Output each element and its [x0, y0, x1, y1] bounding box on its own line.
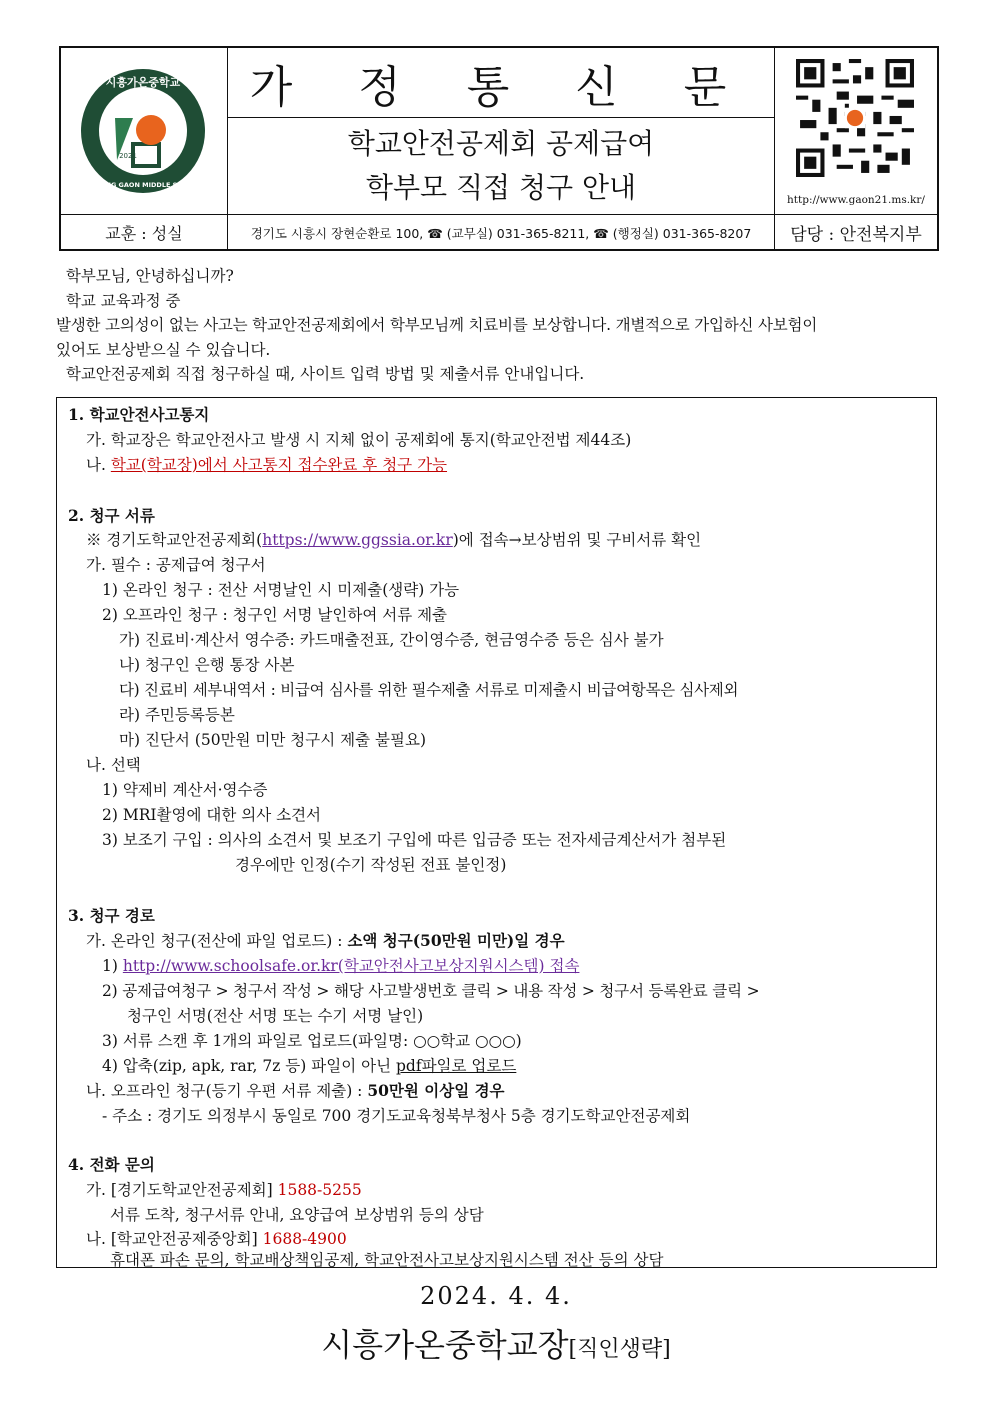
- pdf-upload-note: pdf파일로 업로드: [395, 1057, 517, 1075]
- logo-year: 2021: [119, 152, 137, 160]
- section-2-ga-2-b: 나) 청구인 은행 통장 사본: [119, 656, 295, 674]
- red-notice: 학교(학교장)에서 사고통지 접수완료 후 청구 가능: [110, 456, 448, 474]
- online-claim-condition: 소액 청구(50만원 미만)일 경우: [347, 931, 565, 950]
- item-number: 1): [102, 957, 123, 975]
- seal-omitted-note: [직인생략]: [568, 1337, 671, 1362]
- section-3-ga-3: 3) 서류 스캔 후 1개의 파일로 업로드(파일명: ○○학교 ○○○): [102, 1032, 522, 1050]
- ggssia-link[interactable]: https://www.ggssia.or.kr: [262, 531, 453, 549]
- section-2-na: 나. 선택: [86, 756, 141, 774]
- logo-top-text: 시흥가온중학교: [105, 76, 181, 89]
- school-logo-cell: [61, 48, 228, 214]
- contact-org: 가. [경기도학교안전공제회]: [86, 1181, 278, 1199]
- section-2-na-2: 2) MRI촬영에 대한 의사 소견서: [102, 806, 322, 824]
- intro-line: 학교안전공제회 직접 청구하실 때, 사이트 입력 방법 및 제출서류 안내입니다.: [56, 365, 585, 383]
- subtitle-line-2: 학부모 직접 청구 안내: [365, 171, 637, 204]
- intro-line: 학부모님, 안녕하십니까?: [56, 267, 234, 285]
- online-claim-label: 가. 온라인 청구(전산에 파일 업로드) :: [86, 932, 348, 950]
- section-2-title: 2. 청구 서류: [68, 506, 155, 525]
- section-3-ga: [86, 929, 565, 951]
- intro-paragraph: [56, 264, 936, 387]
- section-4-title: 4. 전화 문의: [68, 1155, 155, 1174]
- subtitle-line-1: 학교안전공제회 공제급여: [347, 127, 655, 160]
- school-logo: [61, 48, 224, 211]
- department-in-charge: 담당 : 안전복지부: [774, 215, 937, 250]
- upload-note: 4) 압축(zip, apk, rar, 7z 등) 파일이 아닌: [102, 1057, 396, 1075]
- schoolsafe-link[interactable]: http://www.schoolsafe.or.kr(학교안전사고보상지원시스템) 접속: [122, 957, 580, 975]
- school-website-url[interactable]: http://www.gaon21.ms.kr/: [787, 194, 925, 206]
- section-2-ga-1: 1) 온라인 청구 : 전산 서명날인 시 미제출(생략) 가능: [102, 581, 460, 599]
- section-2-na-1: 1) 약제비 계산서·영수증: [102, 781, 268, 799]
- section-2-note: [86, 528, 701, 550]
- section-3-ga-2: 2) 공제급여청구 > 청구서 작성 > 해당 사고발생번호 클릭 > 내용 작성 > 청구서 등록완료 클릭 >: [102, 982, 760, 1000]
- section-2-ga-2-d: 라) 주민등록등본: [119, 706, 235, 724]
- section-2-ga-2-e: 마) 진단서 (50만원 미만 청구시 제출 불필요): [119, 731, 426, 749]
- section-3-title: 3. 청구 경로: [68, 906, 155, 925]
- section-2-ga-2-c: 다) 진료비 세부내역서 : 비급여 심사를 위한 필수제출 서류로 미제출시 비급여항목은 심사제외: [119, 681, 739, 699]
- issue-date: 2024. 4. 4.: [420, 1282, 572, 1310]
- document-title: 가 정 통 신 문: [228, 48, 774, 118]
- section-2-na-3: 3) 보조기 구입 : 의사의 소견서 및 보조기 구입에 따른 입금증 또는 전자세금계산서가 첨부된: [102, 831, 727, 849]
- header-info-row: [61, 214, 937, 249]
- section-3-na: [86, 1079, 505, 1101]
- qr-cell: [774, 48, 937, 214]
- intro-line: 발생한 고의성이 없는 사고는 학교안전공제회에서 학부모님께 치료비를 보상합니다. 개별적으로 가입하신 사보험이: [56, 316, 818, 334]
- section-4-na-desc: 휴대폰 파손 문의, 학교배상책임공제, 학교안전사고보상지원시스템 전산 등의 상담: [110, 1251, 664, 1269]
- school-motto: 교훈 : 성실: [61, 215, 228, 250]
- section-3-address: - 주소 : 경기도 의정부시 동일로 700 경기도교육청북부청사 5층 경기도학교안전공제회: [102, 1107, 691, 1125]
- document-subtitle: [228, 118, 774, 214]
- contact-org: 나. [학교안전공제중앙회]: [86, 1230, 263, 1248]
- section-2-ga-2-a: 가) 진료비·계산서 영수증: 카드매출전표, 간이영수증, 현금영수증 등은 심사 불가: [119, 631, 664, 649]
- section-2-ga: 가. 필수 : 공제급여 청구서: [86, 556, 266, 574]
- intro-line: 있어도 보상받으실 수 있습니다.: [56, 340, 271, 359]
- school-address: 경기도 시흥시 장현순환로 100, ☎ (교무실) 031-365-8211, ☎ (행정실) 031-365-8207: [250, 225, 752, 241]
- section-3-ga-2-cont: 청구인 서명(전산 서명 또는 수기 서명 날인): [127, 1007, 424, 1025]
- section-3-ga-1: [102, 954, 579, 976]
- section-4-ga: [86, 1178, 362, 1200]
- section-4-ga-desc: 서류 도착, 청구서류 안내, 요양급여 보상범위 등의 상담: [110, 1206, 484, 1224]
- contact-phone[interactable]: 1588-5255: [277, 1181, 362, 1199]
- principal-signature: [0, 1320, 992, 1366]
- qr-code-icon[interactable]: [796, 59, 914, 177]
- section-4-na: [86, 1227, 347, 1249]
- section-2-na-3-cont: 경우에만 인정(수기 작성된 전표 불인정): [235, 856, 507, 874]
- letter-header: [59, 46, 939, 251]
- offline-claim-label: 나. 오프라인 청구(등기 우편 서류 제출) :: [86, 1082, 368, 1100]
- section-2-ga-2: 2) 오프라인 청구 : 청구인 서명 날인하여 서류 제출: [102, 606, 448, 624]
- note-text: )에 접속→보상범위 및 구비서류 확인: [452, 531, 702, 549]
- guide-content-box: [56, 397, 937, 1268]
- signer-name: 시흥가온중학교장: [321, 1326, 569, 1364]
- section-1-title: 1. 학교안전사고통지: [68, 405, 210, 424]
- contact-phone[interactable]: 1688-4900: [262, 1230, 347, 1248]
- intro-line: 학교 교육과정 중: [56, 291, 181, 310]
- offline-claim-condition: 50만원 이상일 경우: [367, 1081, 505, 1100]
- section-1-item-na: [86, 453, 447, 475]
- section-3-ga-4: [102, 1054, 516, 1076]
- note-text: ※ 경기도학교안전공제회(: [86, 531, 263, 549]
- item-prefix: 나.: [86, 456, 111, 474]
- section-1-item-ga: 가. 학교장은 학교안전사고 발생 시 지체 없이 공제회에 통지(학교안전법 제44조): [86, 431, 632, 449]
- logo-bottom-text: SIHEUNG GAON MIDDLE SCHOOL: [83, 181, 203, 189]
